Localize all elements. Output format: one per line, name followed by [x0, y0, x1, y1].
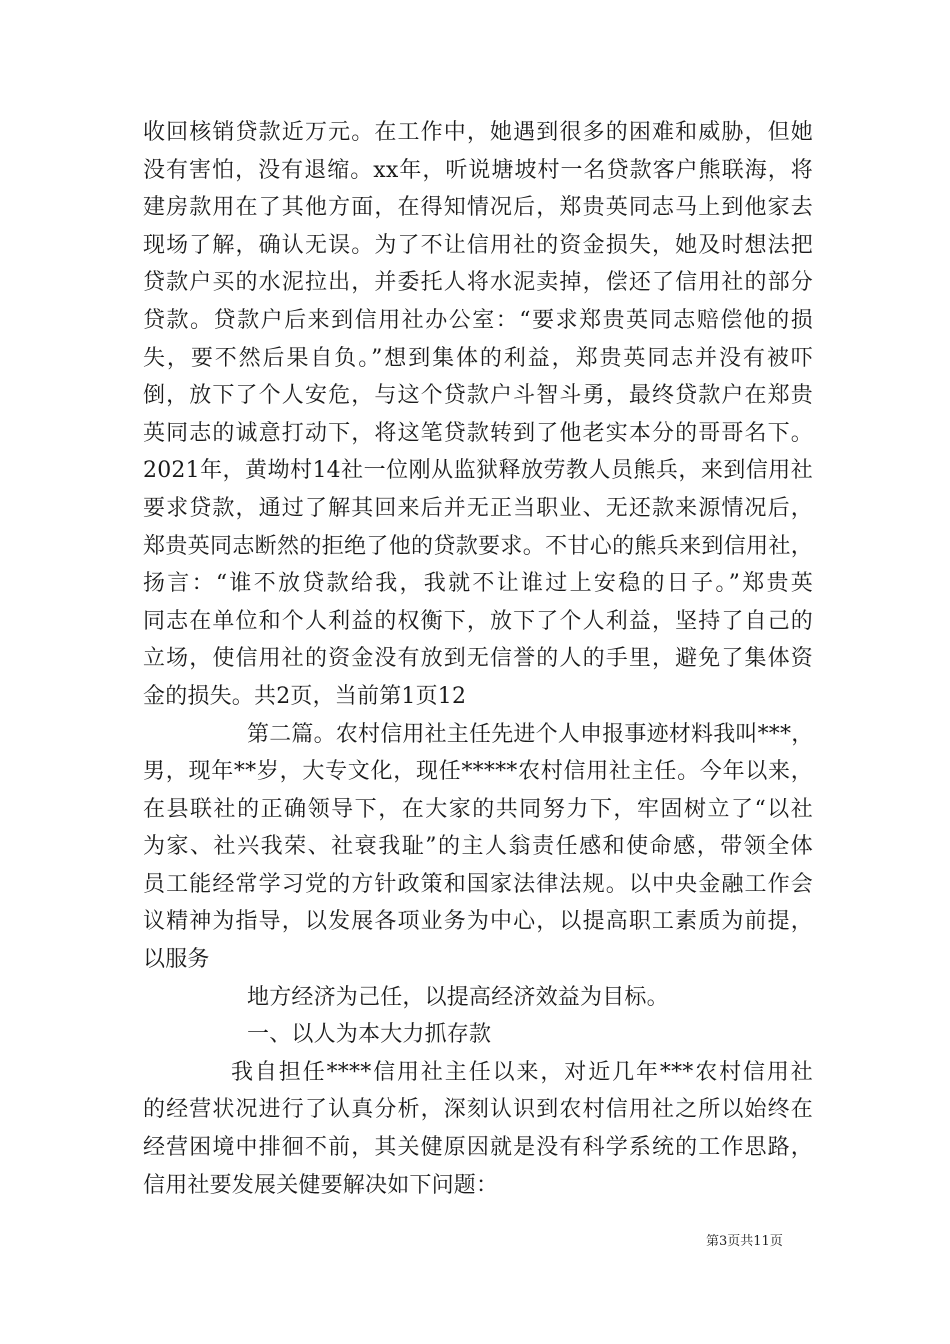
text-line: 收回核销贷款近万元。在工作中，她遇到很多的困难和威胁，但她	[143, 120, 813, 145]
page-number-footer: 第3页共11页	[706, 1234, 783, 1249]
text-line: 为家、社兴我荣、社衰我耻”的主人翁责任感和使命感，带领全体	[143, 834, 813, 860]
text-line: 以服务	[143, 947, 210, 973]
text-line: 失，要不然后果自负。”想到集体的利益，郑贵英同志并没有被吓	[143, 345, 813, 371]
text-line: 男，现年**岁，大专文化，现任*****农村信用社主任。今年以来，	[143, 759, 813, 785]
text-line: 地方经济为己任，以提高经济效益为目标。	[247, 984, 669, 1010]
text-line: 经营困境中排徊不前，其关健原因就是没有科学系统的工作思路，	[143, 1135, 813, 1161]
document-body	[143, 114, 813, 1204]
text-line: 的经营状况进行了认真分析，深刻认识到农村信用社之所以始终在	[143, 1097, 813, 1123]
text-line: 郑贵英同志断然的拒绝了他的贷款要求。不甘心的熊兵来到信用社，	[143, 533, 813, 559]
text-line: 我自担任****信用社主任以来，对近几年***农村信用社	[231, 1059, 813, 1085]
text-line: 要求贷款，通过了解其回来后并无正当职业、无还款来源情况后，	[143, 495, 813, 521]
text-line: 英同志的诚意打动下，将这笔贷款转到了他老实本分的哥哥名下。	[143, 420, 813, 446]
text-line: 在县联社的正确领导下，在大家的共同努力下，牢固树立了“以社	[143, 796, 813, 822]
text-line: 信用社要发展关健要解决如下问题：	[143, 1172, 499, 1198]
text-line: 金的损失。共2页，当前第1页12	[143, 683, 467, 709]
section-heading: 第二篇。农村信用社主任先进个人申报事迹材料我叫***，	[247, 721, 813, 747]
text-line: 扬言：“谁不放贷款给我，我就不让谁过上安稳的日子。”郑贵英	[143, 571, 813, 597]
text-line: 贷款。贷款户后来到信用社办公室：“要求郑贵英同志赔偿他的损	[143, 307, 813, 333]
text-line: 倒，放下了个人安危，与这个贷款户斗智斗勇，最终贷款户在郑贵	[143, 383, 813, 409]
text-line: 议精神为指导，以发展各项业务为中心，以提高职工素质为前提，	[143, 909, 813, 935]
text-line: 贷款户买的水泥拉出，并委托人将水泥卖掉，偿还了信用社的部分	[143, 270, 813, 296]
text-line: 建房款用在了其他方面，在得知情况后，郑贵英同志马上到他家去	[143, 195, 813, 221]
text-line: 现场了解，确认无误。为了不让信用社的资金损失，她及时想法把	[143, 232, 813, 258]
text-line: 2021年，黄坳村14社一位刚从监狱释放劳教人员熊兵，来到信用社	[143, 458, 813, 484]
text-line: 没有害怕，没有退缩。xx年，听说塘坡村一名贷款客户熊联海，将	[143, 157, 813, 183]
text-line: 员工能经常学习党的方针政策和国家法律法规。以中央金融工作会	[143, 871, 813, 897]
text-line: 同志在单位和个人利益的权衡下，放下了个人利益，坚持了自己的	[143, 608, 813, 634]
subsection-heading: 一、以人为本大力抓存款	[247, 1022, 492, 1048]
text-line: 立场，使信用社的资金没有放到无信誉的人的手里，避免了集体资	[143, 646, 813, 672]
